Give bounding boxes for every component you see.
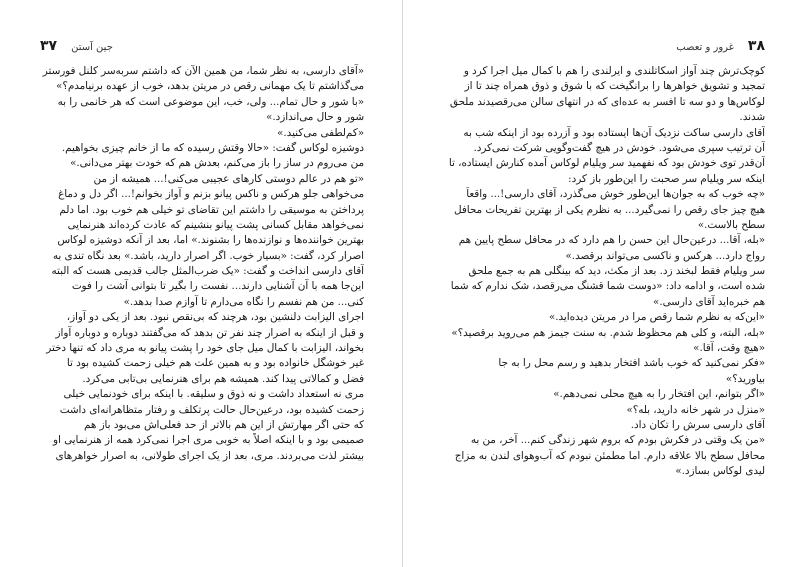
text-line: اینکه سر ویلیام سر صحبت را این‌طور باز کرد: [568, 172, 765, 185]
text-line: زحمت کشیده بود، درعین‌حال حالت پرتکلف و رفتار متظاهرانه‌ای داشت [59, 403, 364, 416]
text-line: شدند. [739, 111, 765, 124]
text-line: شور و حال می‌اندازد.» [266, 111, 364, 124]
text-line: کوچک‌ترش چند آواز اسکاتلندی و ایرلندی را هم با کمال میل اجرا کرد و [463, 65, 765, 77]
text-line: اصرار کرد، گفت: «بسیار خوب. اگر اصرار دارید، باشد.» بعد نگاه تندی به [52, 249, 364, 262]
text-line: «بله، آقا... درعین‌حال این حسن را هم دارد که در محافل سطح پایین هم [458, 234, 765, 247]
text-line: سر ویلیام فقط لبخند زد. بعد از مکث، دید که بینگلی هم به جمع ملحق [468, 265, 765, 278]
text-line: آقای دارسی سرش را تکان داد. [630, 418, 765, 431]
text-line: لیدی لوکاس بسازد.» [675, 465, 765, 478]
text-line: «چه خوب که به جوان‌ها این‌طور خوش می‌گذرد، آقای دارسی!... واقعاً [466, 188, 765, 201]
text-line: هیچ چیز جای رقص را نمی‌گیرد... به نظرم یکی از بهترین تفریحات محافل [454, 203, 765, 216]
text-line: رواج دارد... هرکس و ناکسی می‌تواند برقصد.» [565, 249, 765, 262]
right-page-text [443, 64, 765, 480]
right-page-header [463, 38, 765, 54]
text-line: آن‌قدر توی خودش بود که نفهمید سر ویلیام لوکاس آمده کنارش ایستاده، تا [448, 157, 765, 170]
text-line: فضل و کمالاتی پیدا کند. همیشه هم برای هنرنمایی بی‌تابی می‌کرد. [82, 372, 364, 385]
text-line: «تو هم در عالم دوستی کارهای عجیبی می‌کنی!... همیشه از من [93, 172, 364, 185]
right-page-number: ۳۸ [747, 38, 765, 54]
text-line: هم خبره‌اید آقای دارسی.» [653, 295, 765, 308]
text-line: «کم‌لطفی می‌کنید.» [277, 126, 364, 139]
right-page [403, 0, 805, 567]
text-line: محافل سطح بالا علاقه دارم. اما مطمئن نبودم که آب‌وهوای لندن به مزاج [454, 449, 765, 462]
text-line: «منزل در شهر خانه دارید، بله؟» [626, 403, 765, 416]
text-line: مری نه استعداد داشت و نه ذوق و سلیقه. با اینکه برای خودنمایی خیلی [63, 388, 364, 401]
text-line: بیشتر لذت می‌بردند. مری، بعد از یک اجرای طولانی، به اصرار خواهرهای [55, 449, 364, 462]
text-line: «آقای دارسی، به نظر شما، من همین الآن که داشتم سربه‌سر کلنل فورستر [42, 65, 364, 77]
text-line: «هیچ وقت، آقا.» [693, 342, 765, 355]
text-line: بیاورید؟» [725, 372, 765, 385]
text-line: دوشیزه لوکاس گفت: «حالا وقتش رسیده که ما از خانم چیزی بخواهیم. [61, 141, 364, 154]
text-line: و قبل از اینکه به اصرار چند نفر تن بدهد که می‌گفتند دوباره و دوباره آواز [55, 326, 364, 339]
text-line: سطح بالاست.» [697, 218, 765, 231]
text-line: لوکاس‌ها و دو سه تا افسر به عده‌ای که در انتهای سالن می‌رقصیدند ملحق [449, 95, 765, 108]
text-line: آقای دارسی انداخت و گفت: «یک ضرب‌المثل جالب قدیمی هست که البته [51, 265, 364, 278]
text-line: بهترین خواننده‌ها و نوازنده‌ها را بشنوند.» اما، بعد از آنکه دوشیزه لوکاس [57, 234, 364, 247]
text-line: «با شور و حال تمام... ولی، خب، این موضوعی است که هر خانمی را به [57, 95, 364, 108]
left-page-number: ۳۷ [40, 38, 58, 54]
text-line: «فکر نمی‌کنید که خوب باشد افتخار بدهید و رسم محل را به جا [498, 357, 765, 370]
left-page [0, 0, 402, 567]
text-line: آن ترتیب سپری می‌شود. خودش در هیچ گفت‌وگویی شرکت نمی‌کرد. [473, 141, 765, 154]
right-running-title: غرور و تعصب [676, 42, 734, 53]
text-line: من می‌روم در ساز را باز می‌کنم، بعدش هم که خودت بهتر می‌دانی.» [70, 157, 364, 170]
text-line: کنی... من هم نفسم را نگاه می‌دارم تا آوازم صدا بدهد.» [123, 295, 364, 308]
text-line: «من یک وقتی در فکرش بودم که بروم شهر زندگی کنم... آخر، من به [470, 434, 765, 447]
left-page-text [42, 64, 364, 464]
text-line: شده است، و ادامه داد: «دوست شما قشنگ می‌رقصد، شک ندارم که شما [450, 280, 765, 293]
text-line: اجرای الیزابت دلنشین بود، هرچند که بی‌نقص نبود. بعد از یکی دو آواز، [66, 311, 364, 324]
text-line: نمی‌خواهد مقابل کسانی پشت پیانو بنشینم که عادت کرده‌اند هنرنمایی [67, 218, 364, 231]
text-line: آقای دارسی ساکت نزدیک آن‌ها ایستاده بود و آزرده بود از اینکه شب به [463, 126, 765, 139]
text-line: «بله، البته، و کلی هم محظوظ شدم. به سنت جیمز هم می‌روید برقصید؟» [451, 326, 765, 339]
left-running-title: جین آستن [71, 42, 113, 53]
text-line: صمیمی بود و با اینکه اصلاً به خوبی مری اجرا نمی‌کرد همه از هنرنمایی او [52, 434, 364, 447]
text-line: تمجید و تشویق خواهرها را برانگیخت که با شوق و ذوق همراه چند تا از [464, 80, 765, 93]
text-line: «اگر بتوانم، این افتخار را به هیچ محلی نمی‌دهم.» [553, 388, 765, 401]
text-line: غیر خوشگل خانواده بود و به همین علت هم خیلی زحمت کشیده بود تا [66, 357, 364, 370]
text-line: بخواند، الیزابت با کمال میل جای خود را پشت پیانو به مری داد که تنها دختر [46, 342, 364, 355]
text-line: می‌گذاشتم تا یک مهمانی رقص در مریتن بدهد، خوب از عهده برنیامدم؟» [56, 80, 364, 93]
text-line: می‌خواهی جلو هرکس و ناکس پیانو بزنم و آواز بخوانم!... اگر دل و دماغ [58, 188, 364, 201]
text-line: پرداختن به موسیقی را داشتم این تقاضای تو خیلی هم خوب بود. اما دلم [59, 203, 364, 216]
text-line: این‌جا همه با آن آشنایی دارند... نفست را بگیر تا بتوانی آشت را فوت [71, 280, 364, 293]
text-line: «این‌که به نظرم شما رقص مرا در مریتن دیده‌اید.» [548, 311, 765, 324]
text-line: که حتی اگر مهارتش از این هم بالاتر از حد فعلی‌اش می‌بود باز هم [84, 418, 364, 431]
left-page-header [40, 38, 342, 54]
